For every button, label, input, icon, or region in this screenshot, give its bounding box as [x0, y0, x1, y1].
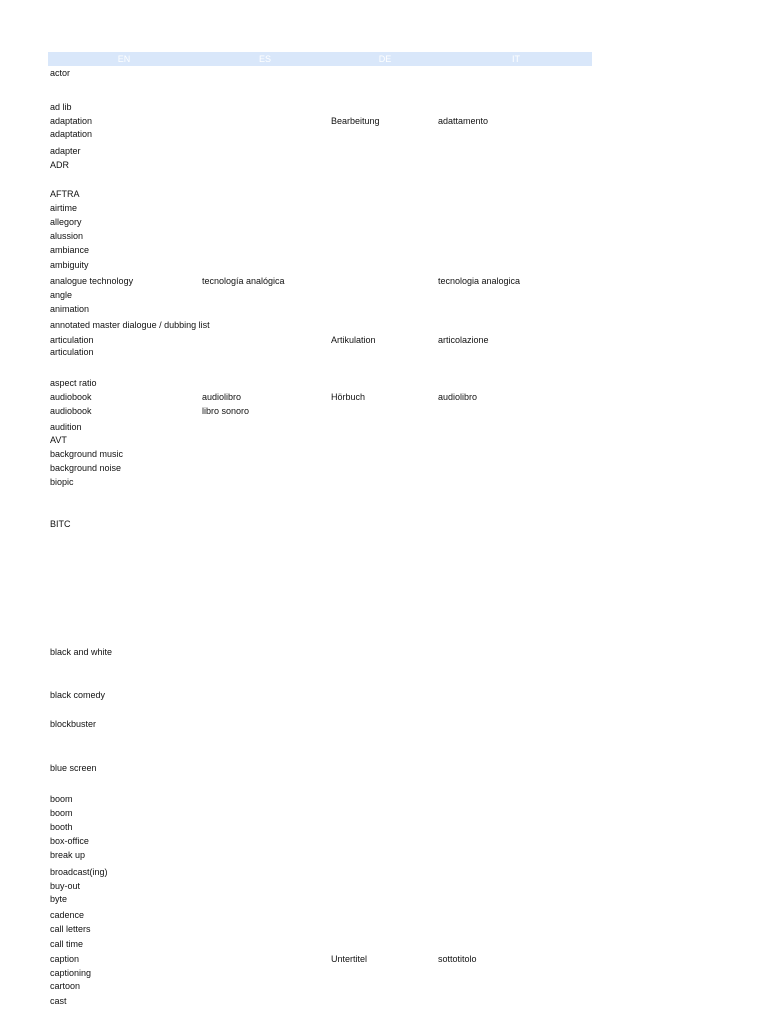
cell-en[interactable]: articulation: [50, 335, 94, 345]
cell-en[interactable]: alussion: [50, 231, 84, 241]
cell-en[interactable]: boom: [50, 794, 73, 804]
cell-en[interactable]: call time: [50, 939, 84, 949]
table-row: [0, 159, 768, 171]
cell-en[interactable]: BITC: [50, 519, 71, 529]
table-row: [0, 289, 768, 301]
cell-en[interactable]: call letters: [50, 924, 91, 934]
cell-en[interactable]: cartoon: [50, 981, 81, 991]
table-row: [0, 216, 768, 228]
cell-en[interactable]: byte: [50, 894, 68, 904]
cell-en[interactable]: cast: [50, 996, 67, 1006]
cell-es[interactable]: tecnología analógica: [202, 276, 285, 286]
cell-en[interactable]: angle: [50, 290, 73, 300]
cell-de[interactable]: Hörbuch: [331, 392, 366, 402]
header-it[interactable]: IT: [512, 54, 520, 64]
cell-en[interactable]: box-office: [50, 836, 89, 846]
table-row: [0, 244, 768, 256]
table-row: [0, 188, 768, 200]
table-row: [0, 434, 768, 446]
table-row: [0, 405, 768, 417]
cell-en[interactable]: booth: [50, 822, 73, 832]
cell-en[interactable]: boom: [50, 808, 73, 818]
cell-en[interactable]: AFTRA: [50, 189, 80, 199]
cell-en[interactable]: captioning: [50, 968, 92, 978]
table-row: [0, 202, 768, 214]
cell-es[interactable]: libro sonoro: [202, 406, 250, 416]
cell-en[interactable]: caption: [50, 954, 80, 964]
cell-en[interactable]: aspect ratio: [50, 378, 97, 388]
table-row: [0, 101, 768, 113]
cell-it[interactable]: audiolibro: [438, 392, 478, 402]
cell-it[interactable]: tecnologia analogica: [438, 276, 521, 286]
cell-en[interactable]: background noise: [50, 463, 122, 473]
cell-en[interactable]: blue screen: [50, 763, 97, 773]
table-row: [0, 938, 768, 950]
table-row: [0, 995, 768, 1007]
header-en[interactable]: EN: [117, 54, 131, 64]
cell-en[interactable]: ADR: [50, 160, 70, 170]
cell-en[interactable]: ambiguity: [50, 260, 89, 270]
cell-en[interactable]: background music: [50, 449, 124, 459]
cell-it[interactable]: adattamento: [438, 116, 489, 126]
header-es[interactable]: ES: [258, 54, 271, 64]
table-row: [0, 880, 768, 892]
table-row: [0, 646, 768, 658]
cell-en[interactable]: break up: [50, 850, 86, 860]
cell-en[interactable]: audition: [50, 422, 82, 432]
table-row: [0, 462, 768, 474]
table-row: [0, 967, 768, 979]
table-row: [0, 476, 768, 488]
cell-en[interactable]: broadcast(ing): [50, 867, 108, 877]
cell-en[interactable]: allegory: [50, 217, 82, 227]
table-row: [0, 319, 768, 331]
table-row: [0, 448, 768, 460]
table-row: [0, 953, 768, 965]
cell-it[interactable]: articolazione: [438, 335, 489, 345]
cell-en[interactable]: audiobook: [50, 406, 92, 416]
cell-en[interactable]: blockbuster: [50, 719, 97, 729]
cell-en[interactable]: ambiance: [50, 245, 90, 255]
table-row: [0, 391, 768, 403]
cell-en[interactable]: black and white: [50, 647, 113, 657]
cell-es[interactable]: audiolibro: [202, 392, 242, 402]
header-row: [48, 52, 592, 66]
table-row: [0, 275, 768, 287]
cell-en[interactable]: buy-out: [50, 881, 81, 891]
table-row: [0, 67, 768, 79]
table-row: [0, 909, 768, 921]
cell-en[interactable]: biopic: [50, 477, 74, 487]
cell-en[interactable]: cadence: [50, 910, 85, 920]
table-row: [0, 793, 768, 805]
table-row: [0, 377, 768, 389]
table-row: [0, 835, 768, 847]
table-row: [0, 893, 768, 905]
table-row: [0, 230, 768, 242]
table-row: [0, 689, 768, 701]
header-de[interactable]: DE: [378, 54, 392, 64]
table-row: [0, 334, 768, 346]
table-row: [0, 259, 768, 271]
cell-en[interactable]: ad lib: [50, 102, 72, 112]
table-row: [0, 145, 768, 157]
table-row: [0, 849, 768, 861]
table-row: [0, 518, 768, 530]
cell-en[interactable]: articulation: [50, 347, 94, 357]
table-row: [0, 762, 768, 774]
table-row: [0, 421, 768, 433]
cell-en[interactable]: analogue technology: [50, 276, 134, 286]
cell-de[interactable]: Untertitel: [331, 954, 368, 964]
table-row: [0, 980, 768, 992]
cell-en[interactable]: black comedy: [50, 690, 106, 700]
cell-en[interactable]: actor: [50, 68, 71, 78]
cell-en[interactable]: airtime: [50, 203, 78, 213]
table-row: [0, 718, 768, 730]
cell-de[interactable]: Artikulation: [331, 335, 376, 345]
cell-en[interactable]: adaptation: [50, 116, 93, 126]
table-row: [0, 346, 768, 358]
cell-en[interactable]: audiobook: [50, 392, 92, 402]
table-row: [0, 128, 768, 140]
table-row: [0, 303, 768, 315]
table-row: [0, 115, 768, 127]
table-row: [0, 807, 768, 819]
table-row: [0, 923, 768, 935]
cell-it[interactable]: sottotitolo: [438, 954, 477, 964]
table-row: [0, 821, 768, 833]
cell-en[interactable]: adaptation: [50, 129, 93, 139]
table-row: [0, 866, 768, 878]
cell-en[interactable]: AVT: [50, 435, 67, 445]
cell-en[interactable]: annotated master dialogue / dubbing list: [50, 320, 210, 330]
cell-en[interactable]: animation: [50, 304, 90, 314]
cell-en[interactable]: adapter: [50, 146, 81, 156]
cell-de[interactable]: Bearbeitung: [331, 116, 380, 126]
